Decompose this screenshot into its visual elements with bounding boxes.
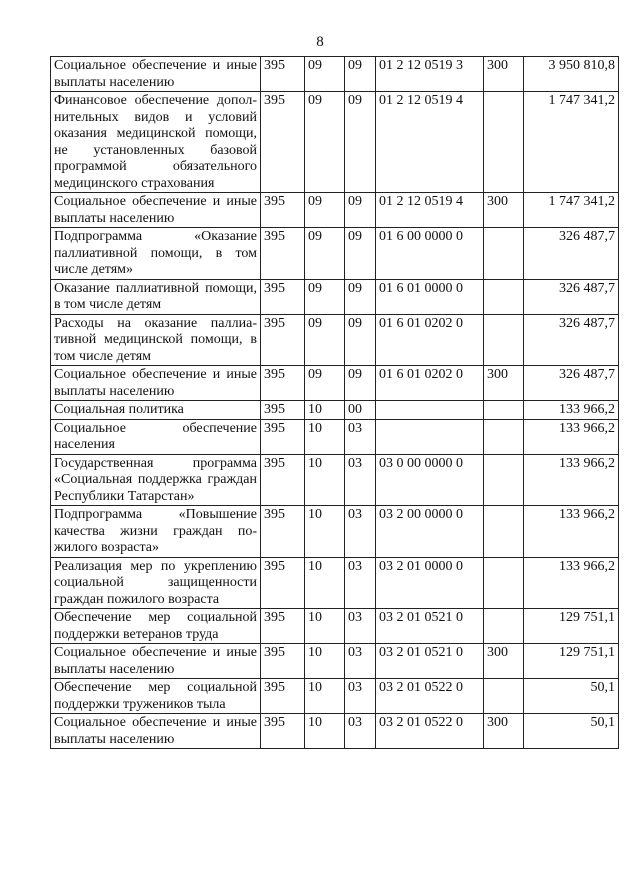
subsection-code-cell: 09 bbox=[345, 366, 376, 401]
target-article-cell: 01 2 12 0519 4 bbox=[376, 193, 484, 228]
page-number: 8 bbox=[316, 34, 324, 50]
section-code-cell: 09 bbox=[305, 193, 345, 228]
table-row bbox=[51, 228, 619, 280]
expense-name-cell: Социальное обеспечение и иные выплаты населению bbox=[51, 193, 261, 228]
expense-name-cell: Государственная программа «Социальная поддержка граждан Республики Татарстан» bbox=[51, 454, 261, 506]
budget-table bbox=[50, 56, 619, 749]
expense-name-cell: Социальное обеспечение и иные выплаты населению bbox=[51, 57, 261, 92]
department-code-cell: 395 bbox=[261, 401, 305, 420]
expense-type-cell bbox=[484, 314, 524, 366]
amount-cell: 326 487,7 bbox=[524, 314, 619, 366]
section-code-cell: 10 bbox=[305, 714, 345, 749]
section-code-cell: 09 bbox=[305, 228, 345, 280]
expense-type-cell bbox=[484, 506, 524, 558]
amount-cell: 133 966,2 bbox=[524, 557, 619, 609]
expense-type-cell bbox=[484, 557, 524, 609]
expense-name-cell: Подпрограмма «Оказание паллиативной помощи, в том числе детям» bbox=[51, 228, 261, 280]
expense-type-cell: 300 bbox=[484, 57, 524, 92]
section-code-cell: 09 bbox=[305, 314, 345, 366]
amount-cell: 1 747 341,2 bbox=[524, 92, 619, 193]
expense-type-cell bbox=[484, 419, 524, 454]
expense-name-cell: Обеспечение мер социальной поддержки ветеранов труда bbox=[51, 609, 261, 644]
amount-cell: 326 487,7 bbox=[524, 366, 619, 401]
section-code-cell: 09 bbox=[305, 92, 345, 193]
expense-type-cell bbox=[484, 609, 524, 644]
table-row bbox=[51, 57, 619, 92]
expense-name-cell: Социальное обеспечение и иные выплаты населению bbox=[51, 714, 261, 749]
subsection-code-cell: 03 bbox=[345, 454, 376, 506]
department-code-cell: 395 bbox=[261, 679, 305, 714]
subsection-code-cell: 03 bbox=[345, 557, 376, 609]
table-row bbox=[51, 506, 619, 558]
department-code-cell: 395 bbox=[261, 506, 305, 558]
subsection-code-cell: 09 bbox=[345, 314, 376, 366]
department-code-cell: 395 bbox=[261, 228, 305, 280]
expense-name-cell: Социальное обеспечение и иные выплаты населению bbox=[51, 644, 261, 679]
target-article-cell bbox=[376, 419, 484, 454]
expense-type-cell bbox=[484, 401, 524, 420]
section-code-cell: 10 bbox=[305, 401, 345, 420]
section-code-cell: 09 bbox=[305, 366, 345, 401]
department-code-cell: 395 bbox=[261, 609, 305, 644]
department-code-cell: 395 bbox=[261, 419, 305, 454]
target-article-cell: 01 6 00 0000 0 bbox=[376, 228, 484, 280]
subsection-code-cell: 03 bbox=[345, 609, 376, 644]
section-code-cell: 10 bbox=[305, 679, 345, 714]
target-article-cell: 01 6 01 0000 0 bbox=[376, 279, 484, 314]
subsection-code-cell: 09 bbox=[345, 193, 376, 228]
department-code-cell: 395 bbox=[261, 644, 305, 679]
amount-cell: 133 966,2 bbox=[524, 419, 619, 454]
target-article-cell: 03 0 00 0000 0 bbox=[376, 454, 484, 506]
subsection-code-cell: 09 bbox=[345, 57, 376, 92]
expense-name-cell: Социальная политика bbox=[51, 401, 261, 420]
target-article-cell: 03 2 01 0521 0 bbox=[376, 609, 484, 644]
amount-cell: 50,1 bbox=[524, 679, 619, 714]
expense-name-cell: Подпрограмма «Повышение качества жизни граждан пожилого возраста» bbox=[51, 506, 261, 558]
department-code-cell: 395 bbox=[261, 454, 305, 506]
table-row bbox=[51, 609, 619, 644]
subsection-code-cell: 09 bbox=[345, 279, 376, 314]
expense-type-cell bbox=[484, 454, 524, 506]
department-code-cell: 395 bbox=[261, 366, 305, 401]
expense-name-cell: Социальное обеспечение и иные выплаты населению bbox=[51, 366, 261, 401]
table-row bbox=[51, 401, 619, 420]
amount-cell: 133 966,2 bbox=[524, 506, 619, 558]
amount-cell: 3 950 810,8 bbox=[524, 57, 619, 92]
expense-type-cell bbox=[484, 679, 524, 714]
target-article-cell: 03 2 01 0521 0 bbox=[376, 644, 484, 679]
department-code-cell: 395 bbox=[261, 279, 305, 314]
table-row bbox=[51, 314, 619, 366]
section-code-cell: 10 bbox=[305, 419, 345, 454]
target-article-cell: 03 2 00 0000 0 bbox=[376, 506, 484, 558]
table-row bbox=[51, 557, 619, 609]
target-article-cell: 03 2 01 0522 0 bbox=[376, 679, 484, 714]
expense-name-cell: Социальное обеспечение населения bbox=[51, 419, 261, 454]
section-code-cell: 09 bbox=[305, 57, 345, 92]
expense-name-cell: Оказание паллиативной помощи, в том числе детям bbox=[51, 279, 261, 314]
expense-name-cell: Обеспечение мер социальной поддержки тружеников тыла bbox=[51, 679, 261, 714]
subsection-code-cell: 09 bbox=[345, 92, 376, 193]
expense-type-cell: 300 bbox=[484, 644, 524, 679]
amount-cell: 1 747 341,2 bbox=[524, 193, 619, 228]
subsection-code-cell: 03 bbox=[345, 644, 376, 679]
expense-type-cell: 300 bbox=[484, 193, 524, 228]
table-row bbox=[51, 279, 619, 314]
expense-name-cell: Расходы на оказание паллиативной медицинской помощи, в том числе детям bbox=[51, 314, 261, 366]
expense-type-cell: 300 bbox=[484, 366, 524, 401]
table-row bbox=[51, 714, 619, 749]
table-row bbox=[51, 92, 619, 193]
expense-type-cell bbox=[484, 92, 524, 193]
section-code-cell: 10 bbox=[305, 609, 345, 644]
department-code-cell: 395 bbox=[261, 714, 305, 749]
target-article-cell: 03 2 01 0522 0 bbox=[376, 714, 484, 749]
table-row bbox=[51, 644, 619, 679]
subsection-code-cell: 09 bbox=[345, 228, 376, 280]
target-article-cell: 01 2 12 0519 3 bbox=[376, 57, 484, 92]
amount-cell: 326 487,7 bbox=[524, 228, 619, 280]
target-article-cell: 01 6 01 0202 0 bbox=[376, 366, 484, 401]
table-row bbox=[51, 454, 619, 506]
target-article-cell bbox=[376, 401, 484, 420]
table-row bbox=[51, 679, 619, 714]
table-row bbox=[51, 193, 619, 228]
amount-cell: 129 751,1 bbox=[524, 644, 619, 679]
amount-cell: 133 966,2 bbox=[524, 401, 619, 420]
target-article-cell: 01 2 12 0519 4 bbox=[376, 92, 484, 193]
section-code-cell: 09 bbox=[305, 279, 345, 314]
expense-type-cell bbox=[484, 228, 524, 280]
expense-type-cell: 300 bbox=[484, 714, 524, 749]
expense-name-cell: Финансовое обеспечение дополнительных видов и условий оказания медицинской помощи, не установленных базовой программой обязательного медицинского страхования bbox=[51, 92, 261, 193]
expense-type-cell bbox=[484, 279, 524, 314]
amount-cell: 133 966,2 bbox=[524, 454, 619, 506]
subsection-code-cell: 03 bbox=[345, 679, 376, 714]
subsection-code-cell: 03 bbox=[345, 419, 376, 454]
subsection-code-cell: 03 bbox=[345, 506, 376, 558]
department-code-cell: 395 bbox=[261, 193, 305, 228]
target-article-cell: 03 2 01 0000 0 bbox=[376, 557, 484, 609]
section-code-cell: 10 bbox=[305, 644, 345, 679]
amount-cell: 129 751,1 bbox=[524, 609, 619, 644]
section-code-cell: 10 bbox=[305, 506, 345, 558]
department-code-cell: 395 bbox=[261, 57, 305, 92]
department-code-cell: 395 bbox=[261, 92, 305, 193]
department-code-cell: 395 bbox=[261, 557, 305, 609]
amount-cell: 326 487,7 bbox=[524, 279, 619, 314]
table-row bbox=[51, 366, 619, 401]
subsection-code-cell: 03 bbox=[345, 714, 376, 749]
target-article-cell: 01 6 01 0202 0 bbox=[376, 314, 484, 366]
table-row bbox=[51, 419, 619, 454]
expense-name-cell: Реализация мер по укреплению социальной защищенности граждан пожилого возраста bbox=[51, 557, 261, 609]
department-code-cell: 395 bbox=[261, 314, 305, 366]
subsection-code-cell: 00 bbox=[345, 401, 376, 420]
section-code-cell: 10 bbox=[305, 557, 345, 609]
amount-cell: 50,1 bbox=[524, 714, 619, 749]
section-code-cell: 10 bbox=[305, 454, 345, 506]
